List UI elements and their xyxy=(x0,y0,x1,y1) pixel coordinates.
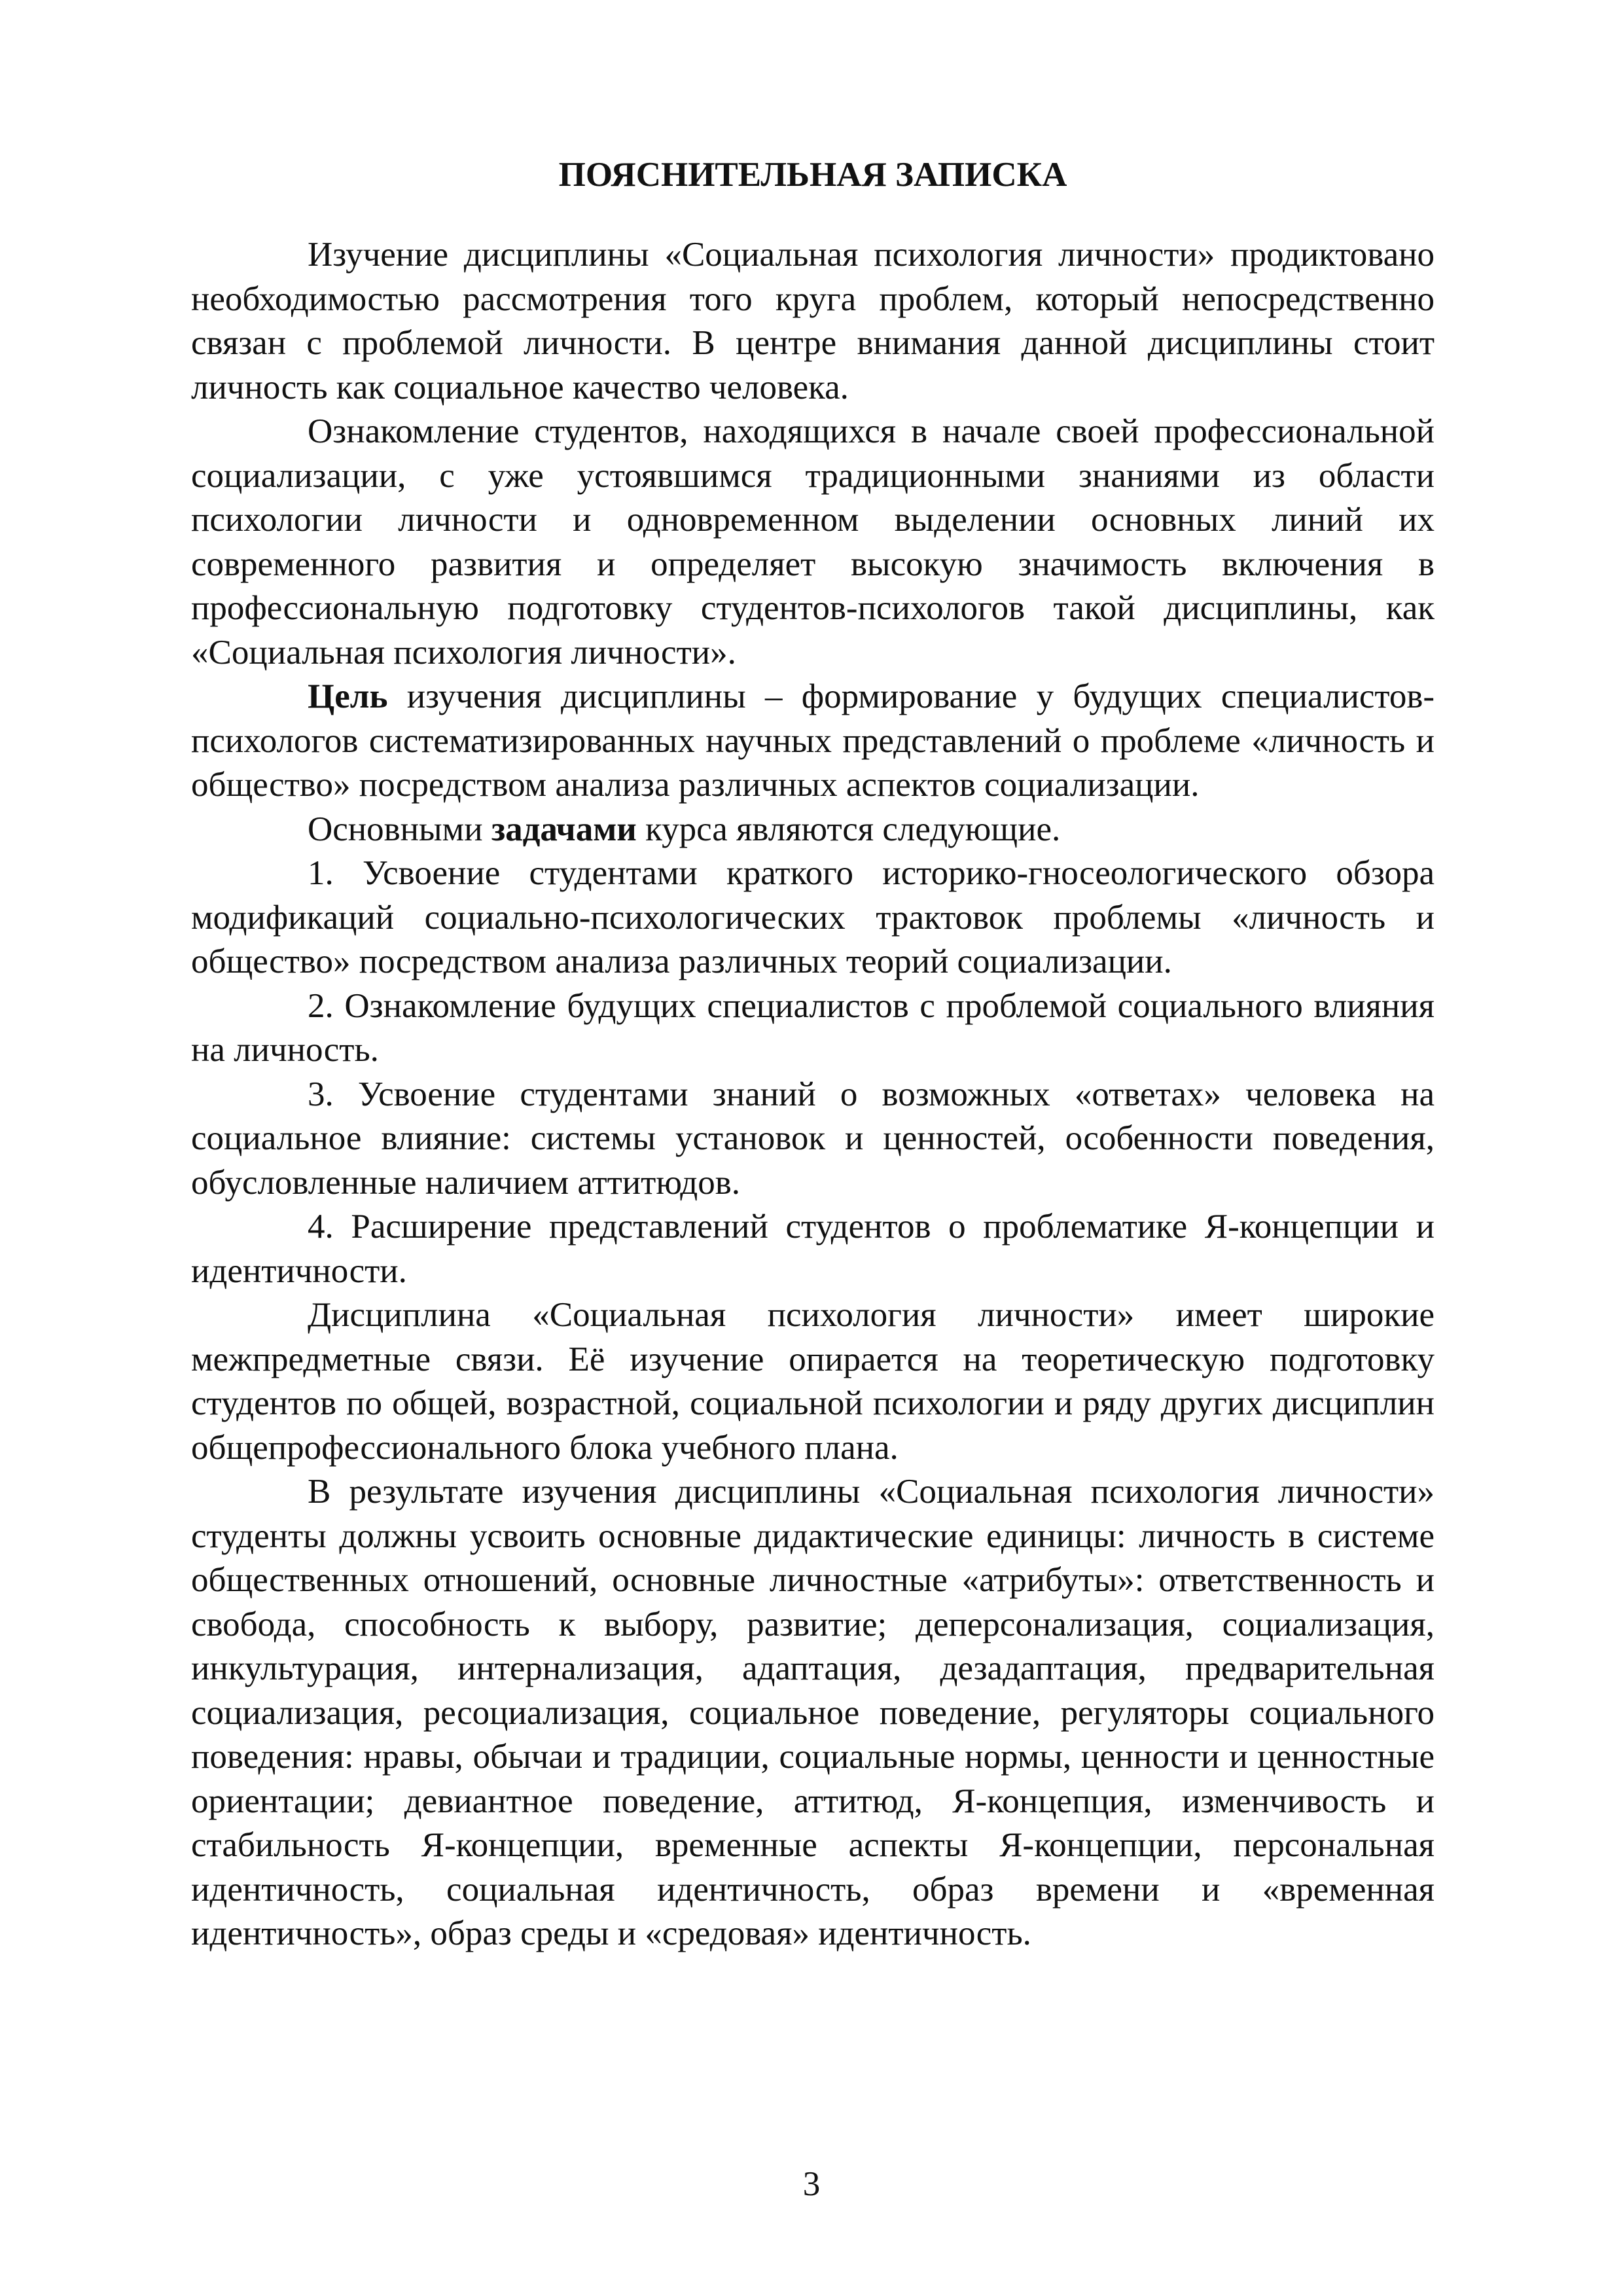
task-item-4: 4. Расширение представлений студентов о проблематике Я-концепции и идентичности. xyxy=(191,1208,1435,1290)
paragraph-interdisciplinary: Дисциплина «Социальная психология личности» имеет широкие межпредметные связи. Её изучение опирается на теоретическую подготовку студентов по общей, возрастной, социальной психологии и ряду других дисциплин общепрофессионального блока учебного плана. xyxy=(191,1296,1435,1467)
page-title: ПОЯСНИТЕЛЬНАЯ ЗАПИСКА xyxy=(558,156,1067,194)
paragraph-relevance: Ознакомление студентов, находящихся в начале своей профессиональной социализации, с уже устоявшимся традиционными знаниями из области психологии личности и одновременном выделении основных линий их современного развития и определяет высокую значимость включения в профессиональную подготовку студентов-психологов такой дисциплины, как «Социальная психология личности». xyxy=(191,412,1435,672)
task-item-3: 3. Усвоение студентами знаний о возможных «ответах» человека на социальное влияние: системы установок и ценностей, особенности поведения, обусловленные наличием аттитюдов. xyxy=(191,1075,1435,1202)
paragraph-tasks-intro xyxy=(191,808,1435,852)
paragraph-intro: Изучение дисциплины «Социальная психология личности» продиктовано необходимостью рассмотрения того круга проблем, который непосредственно связан с проблемой личности. В центре внимания данной дисциплины стоит личность как социальное качество человека. xyxy=(191,236,1435,406)
tasks-post: курса являются следующие. xyxy=(636,810,1061,848)
task-item-1: 1. Усвоение студентами краткого историко-гносеологического обзора модификаций социально-психологических трактовок проблемы «личность и общество» посредством анализа различных теорий социализации. xyxy=(191,854,1435,980)
paragraph-goal xyxy=(191,675,1435,808)
tasks-pre: Основными xyxy=(308,810,491,848)
tasks-keyword: задачами xyxy=(491,810,637,848)
task-item-2: 2. Ознакомление будущих специалистов с проблемой социального влияния на личность. xyxy=(191,986,1435,1069)
paragraph-results: В результате изучения дисциплины «Социальная психология личности» студенты должны усвоить основные дидактические единицы: личность в системе общественных отношений, основные личностные «атрибуты»: ответственность и свобода, способность к выбору, развитие; деперсонализация, социализация, инкультурация, интернализация, адаптация, дезадаптация, предварительная социализация, ресоциализация, социальное поведение, регуляторы социального поведения: нравы, обычаи и традиции, социальные нормы, ценности и ценностные ориентации; девиантное поведение, аттитюд, Я-концепция, изменчивость и стабильность Я-концепции, временные аспекты Я-концепции, персональная идентичность, социальная идентичность, образ времени и «временная идентичность», образ среды и «средовая» идентичность. xyxy=(191,1473,1435,1952)
page-number: 3 xyxy=(802,2165,821,2203)
goal-keyword: Цель xyxy=(308,677,388,715)
page-content xyxy=(191,152,1435,1956)
goal-text: изучения дисциплины – формирование у будущих специалистов-психологов систематизированных научных представлений о проблеме «личность и общество» посредством анализа различных аспектов социализации. xyxy=(191,677,1435,804)
